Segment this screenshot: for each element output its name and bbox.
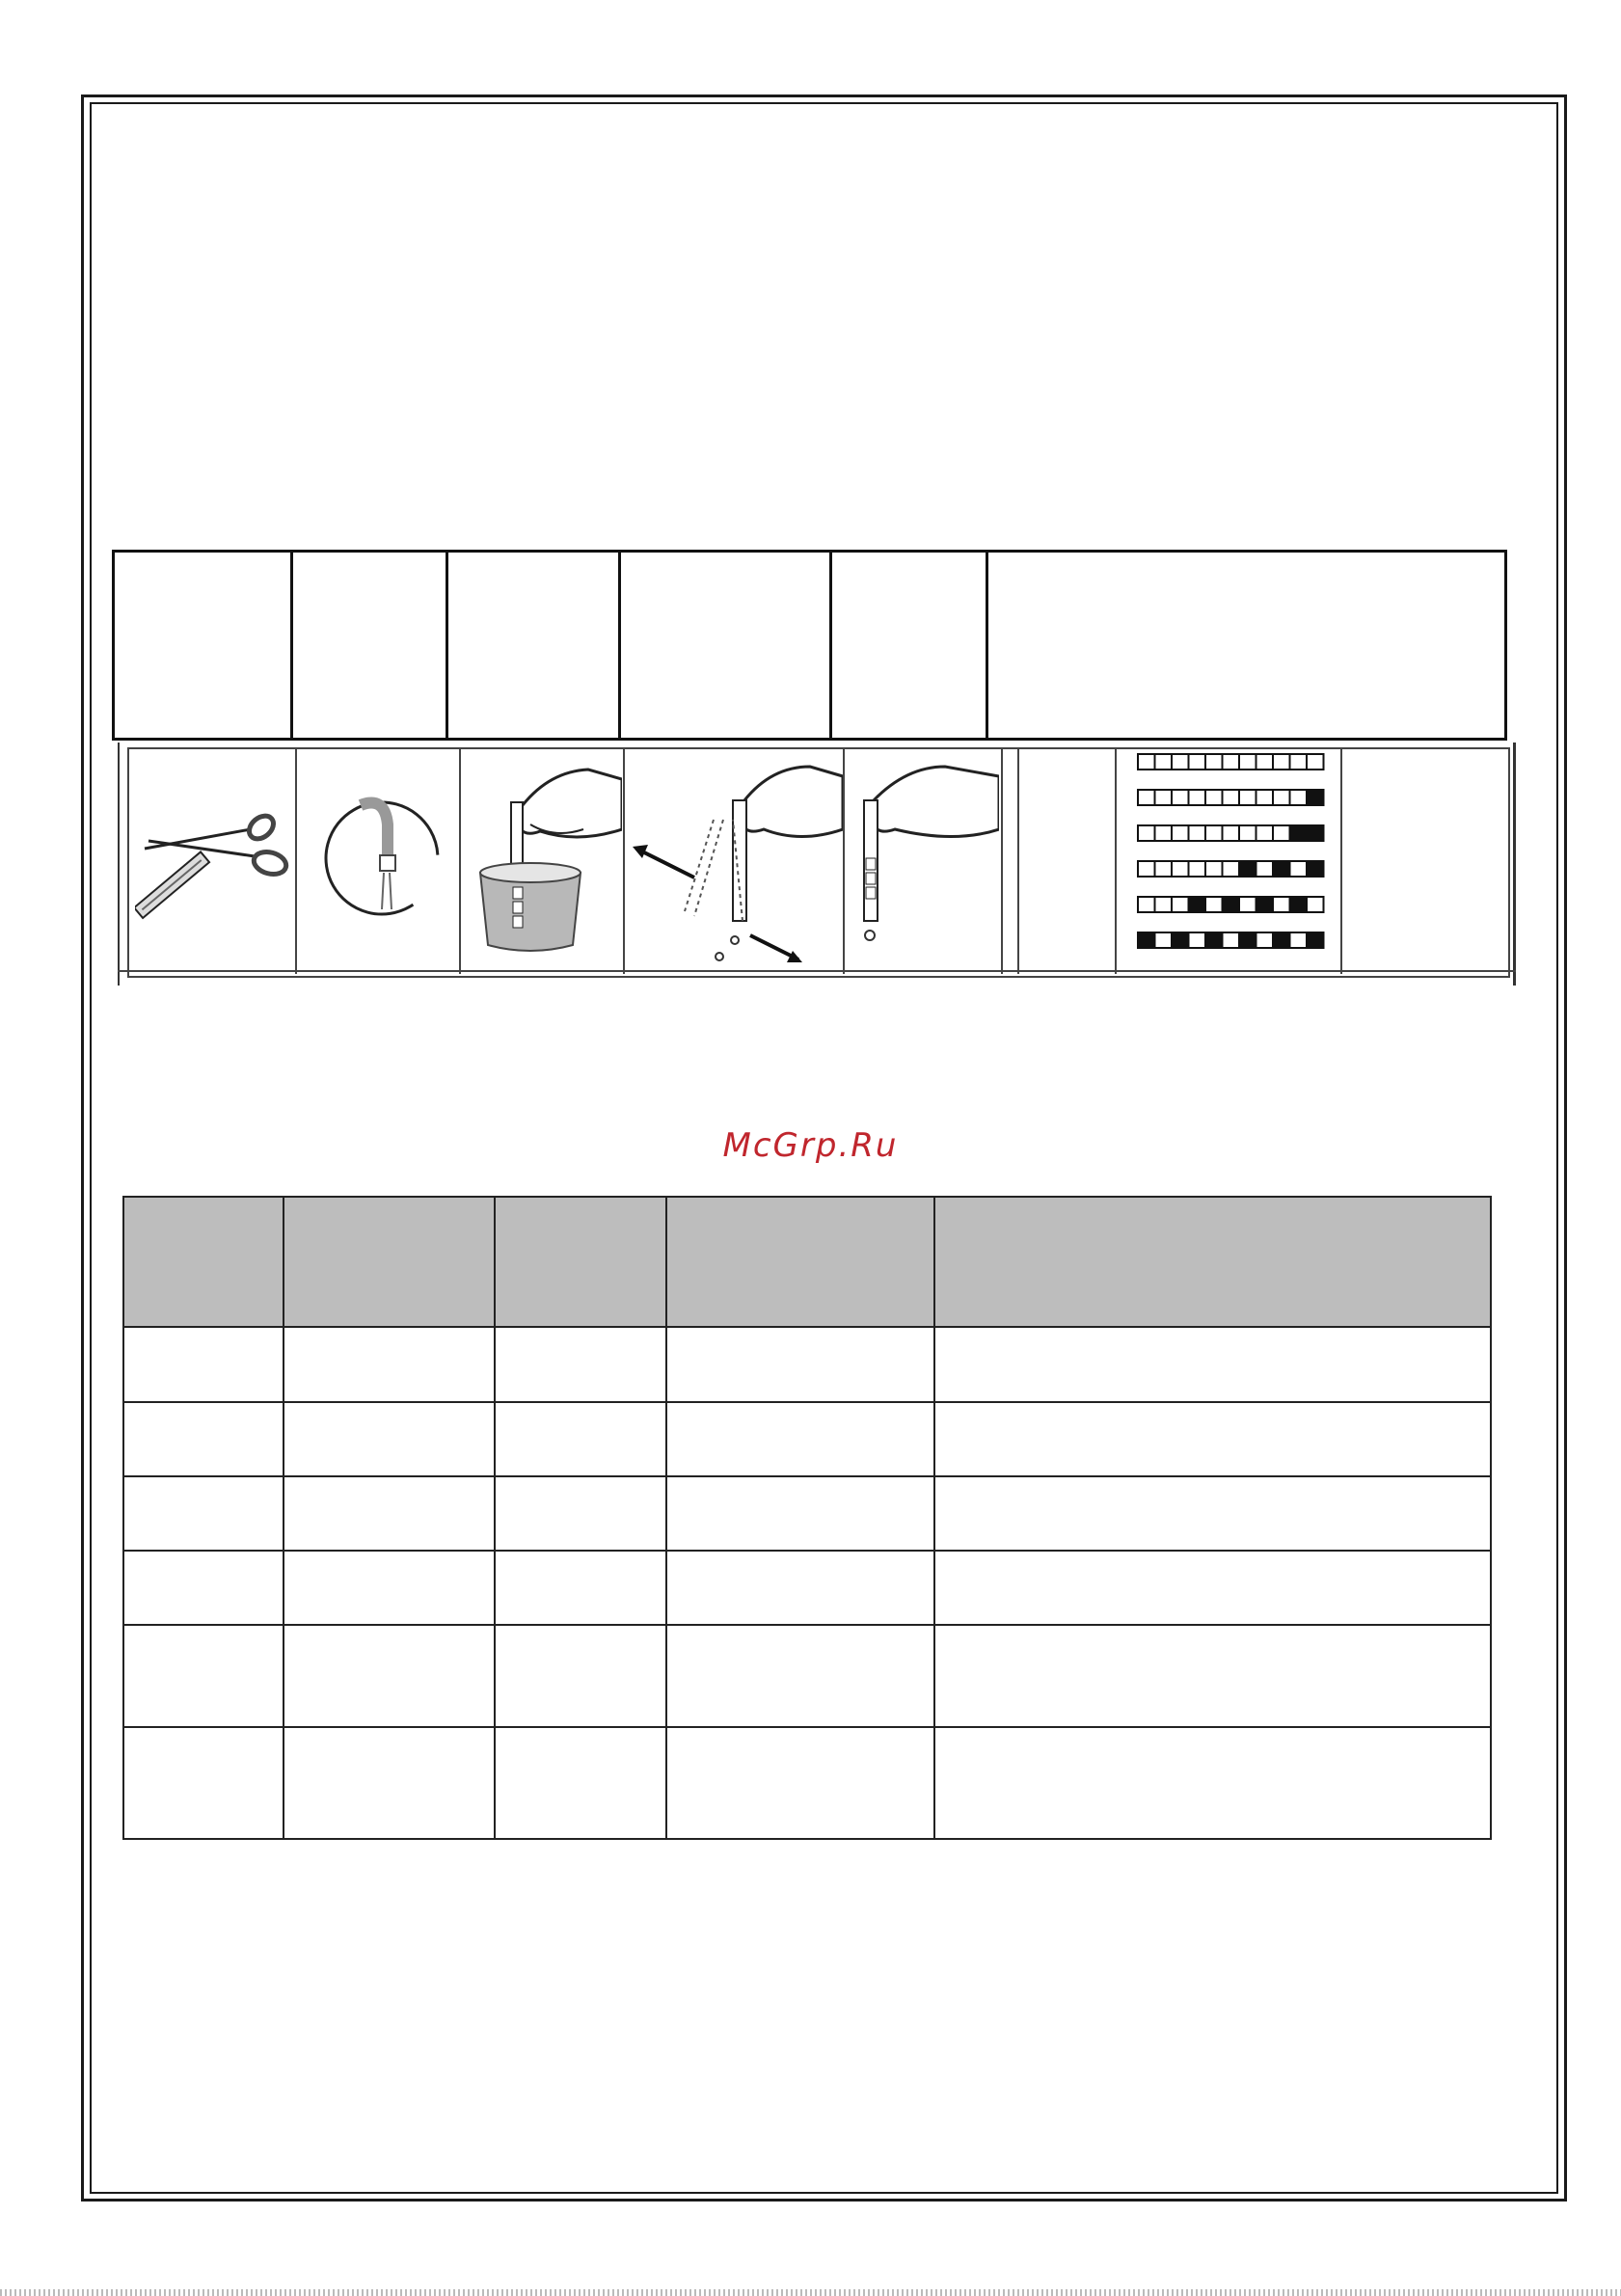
color-scale-cell bbox=[1155, 861, 1173, 877]
steps-header-divider bbox=[829, 553, 832, 738]
table-row bbox=[123, 1625, 1491, 1727]
color-scale-cell bbox=[1172, 825, 1189, 841]
color-scale-cell bbox=[1205, 861, 1223, 877]
table-cell bbox=[495, 1727, 666, 1839]
color-scale-cell bbox=[1256, 861, 1274, 877]
color-scale-cell bbox=[1307, 861, 1324, 877]
color-scale-cell bbox=[1223, 932, 1240, 948]
table-cell bbox=[666, 1327, 934, 1402]
steps-header-divider bbox=[618, 553, 621, 738]
steps-header-divider bbox=[290, 553, 293, 738]
color-scale-cell bbox=[1172, 861, 1189, 877]
table-cell bbox=[934, 1551, 1491, 1625]
table-row bbox=[123, 1551, 1491, 1625]
color-scale-cell bbox=[1189, 932, 1206, 948]
color-scale-cell bbox=[1290, 897, 1308, 912]
table-cell bbox=[934, 1476, 1491, 1551]
table-header-cell bbox=[495, 1197, 666, 1327]
color-scale-cell bbox=[1273, 861, 1290, 877]
color-scale-cell bbox=[1307, 790, 1324, 805]
table-cell bbox=[934, 1727, 1491, 1839]
table-cell bbox=[666, 1551, 934, 1625]
table-cell bbox=[934, 1402, 1491, 1476]
table-header-cell bbox=[666, 1197, 934, 1327]
color-scale-cell bbox=[1256, 790, 1274, 805]
color-scale-cell bbox=[1172, 754, 1189, 770]
table-cell bbox=[123, 1476, 284, 1551]
hand-shaking-strip-icon bbox=[627, 752, 843, 969]
table-header-cell bbox=[123, 1197, 284, 1327]
table-cell bbox=[495, 1327, 666, 1402]
color-scale-cell bbox=[1138, 897, 1155, 912]
color-scale-cell bbox=[1172, 897, 1189, 912]
color-scale-cell bbox=[1290, 932, 1308, 948]
table-cell bbox=[934, 1625, 1491, 1727]
color-scale-cell bbox=[1138, 790, 1155, 805]
steps-illustrations bbox=[118, 743, 1516, 986]
scan-edge-strip bbox=[0, 2289, 1621, 2296]
color-scale-cell bbox=[1239, 897, 1256, 912]
table-header-cell bbox=[284, 1197, 495, 1327]
color-scale-cell bbox=[1205, 897, 1223, 912]
color-scale-cell bbox=[1172, 932, 1189, 948]
table-row bbox=[123, 1402, 1491, 1476]
table-cell bbox=[934, 1327, 1491, 1402]
color-scale-cell bbox=[1256, 754, 1274, 770]
color-scale-cell bbox=[1138, 932, 1155, 948]
table-header-row bbox=[123, 1197, 1491, 1327]
hand-dipping-strip-icon bbox=[463, 752, 622, 969]
color-scale-cell bbox=[1290, 825, 1308, 841]
color-scale-cell bbox=[1307, 897, 1324, 912]
color-scale-cell bbox=[1273, 932, 1290, 948]
color-scale-cell bbox=[1205, 754, 1223, 770]
color-scale-cell bbox=[1205, 825, 1223, 841]
color-scale-cell bbox=[1189, 861, 1206, 877]
steps-header-divider bbox=[446, 553, 448, 738]
color-scale-cell bbox=[1273, 754, 1290, 770]
color-scale-cell bbox=[1273, 825, 1290, 841]
table-cell bbox=[284, 1476, 495, 1551]
color-scale-cell bbox=[1189, 897, 1206, 912]
color-scale-cell bbox=[1223, 897, 1240, 912]
table-cell bbox=[123, 1625, 284, 1727]
color-scale-cell bbox=[1307, 754, 1324, 770]
color-scale-cell bbox=[1205, 790, 1223, 805]
faucet-icon bbox=[312, 796, 447, 921]
color-scale-cell bbox=[1138, 825, 1155, 841]
color-scale-cell bbox=[1155, 897, 1173, 912]
steps-header-divider bbox=[986, 553, 988, 738]
color-scale-cell bbox=[1223, 825, 1240, 841]
table-row bbox=[123, 1476, 1491, 1551]
color-scale-cell bbox=[1256, 825, 1274, 841]
hand-holding-strip-icon bbox=[849, 752, 999, 969]
table-cell bbox=[284, 1551, 495, 1625]
color-scale-cell bbox=[1155, 825, 1173, 841]
color-scale-cell bbox=[1273, 790, 1290, 805]
color-scale-cell bbox=[1256, 897, 1274, 912]
color-scale-cell bbox=[1189, 825, 1206, 841]
table-cell bbox=[495, 1476, 666, 1551]
table-cell bbox=[284, 1727, 495, 1839]
color-scale-cell bbox=[1223, 790, 1240, 805]
color-scale-cell bbox=[1155, 790, 1173, 805]
color-scale-cell bbox=[1290, 754, 1308, 770]
table-cell bbox=[666, 1625, 934, 1727]
table-cell bbox=[495, 1625, 666, 1727]
color-scale-cell bbox=[1155, 754, 1173, 770]
color-scale-cell bbox=[1290, 790, 1308, 805]
color-scale-cell bbox=[1239, 825, 1256, 841]
steps-header-row bbox=[112, 550, 1507, 741]
color-scale-cell bbox=[1307, 825, 1324, 841]
table-cell bbox=[284, 1402, 495, 1476]
color-scale-cell bbox=[1239, 754, 1256, 770]
color-scale-cell bbox=[1155, 932, 1173, 948]
color-scale-cell bbox=[1290, 861, 1308, 877]
table-cell bbox=[666, 1402, 934, 1476]
table-header-cell bbox=[934, 1197, 1491, 1327]
color-scale-cell bbox=[1273, 897, 1290, 912]
table-cell bbox=[666, 1727, 934, 1839]
color-scale-cell bbox=[1138, 754, 1155, 770]
color-scale-cell bbox=[1189, 754, 1206, 770]
color-scale-cell bbox=[1205, 932, 1223, 948]
table-cell bbox=[495, 1551, 666, 1625]
watermark-text: McGrp.Ru bbox=[722, 1126, 899, 1165]
color-scale-cell bbox=[1138, 861, 1155, 877]
color-scale-cell bbox=[1189, 790, 1206, 805]
color-scale-cell bbox=[1172, 790, 1189, 805]
color-scale-chart-icon bbox=[1124, 750, 1327, 967]
color-scale-cell bbox=[1239, 790, 1256, 805]
scissors-and-strip-icon bbox=[135, 781, 289, 926]
color-scale-cell bbox=[1223, 861, 1240, 877]
table-row bbox=[123, 1327, 1491, 1402]
table-cell bbox=[666, 1476, 934, 1551]
color-scale-cell bbox=[1256, 932, 1274, 948]
table-cell bbox=[123, 1402, 284, 1476]
color-scale-cell bbox=[1239, 932, 1256, 948]
table-cell bbox=[284, 1625, 495, 1727]
table-cell bbox=[123, 1327, 284, 1402]
color-scale-cell bbox=[1223, 754, 1240, 770]
table-cell bbox=[284, 1327, 495, 1402]
color-scale-cell bbox=[1307, 932, 1324, 948]
table-cell bbox=[123, 1727, 284, 1839]
table-row bbox=[123, 1727, 1491, 1839]
table-cell bbox=[123, 1551, 284, 1625]
color-scale-cell bbox=[1239, 861, 1256, 877]
results-table bbox=[122, 1196, 1492, 1840]
table-cell bbox=[495, 1402, 666, 1476]
